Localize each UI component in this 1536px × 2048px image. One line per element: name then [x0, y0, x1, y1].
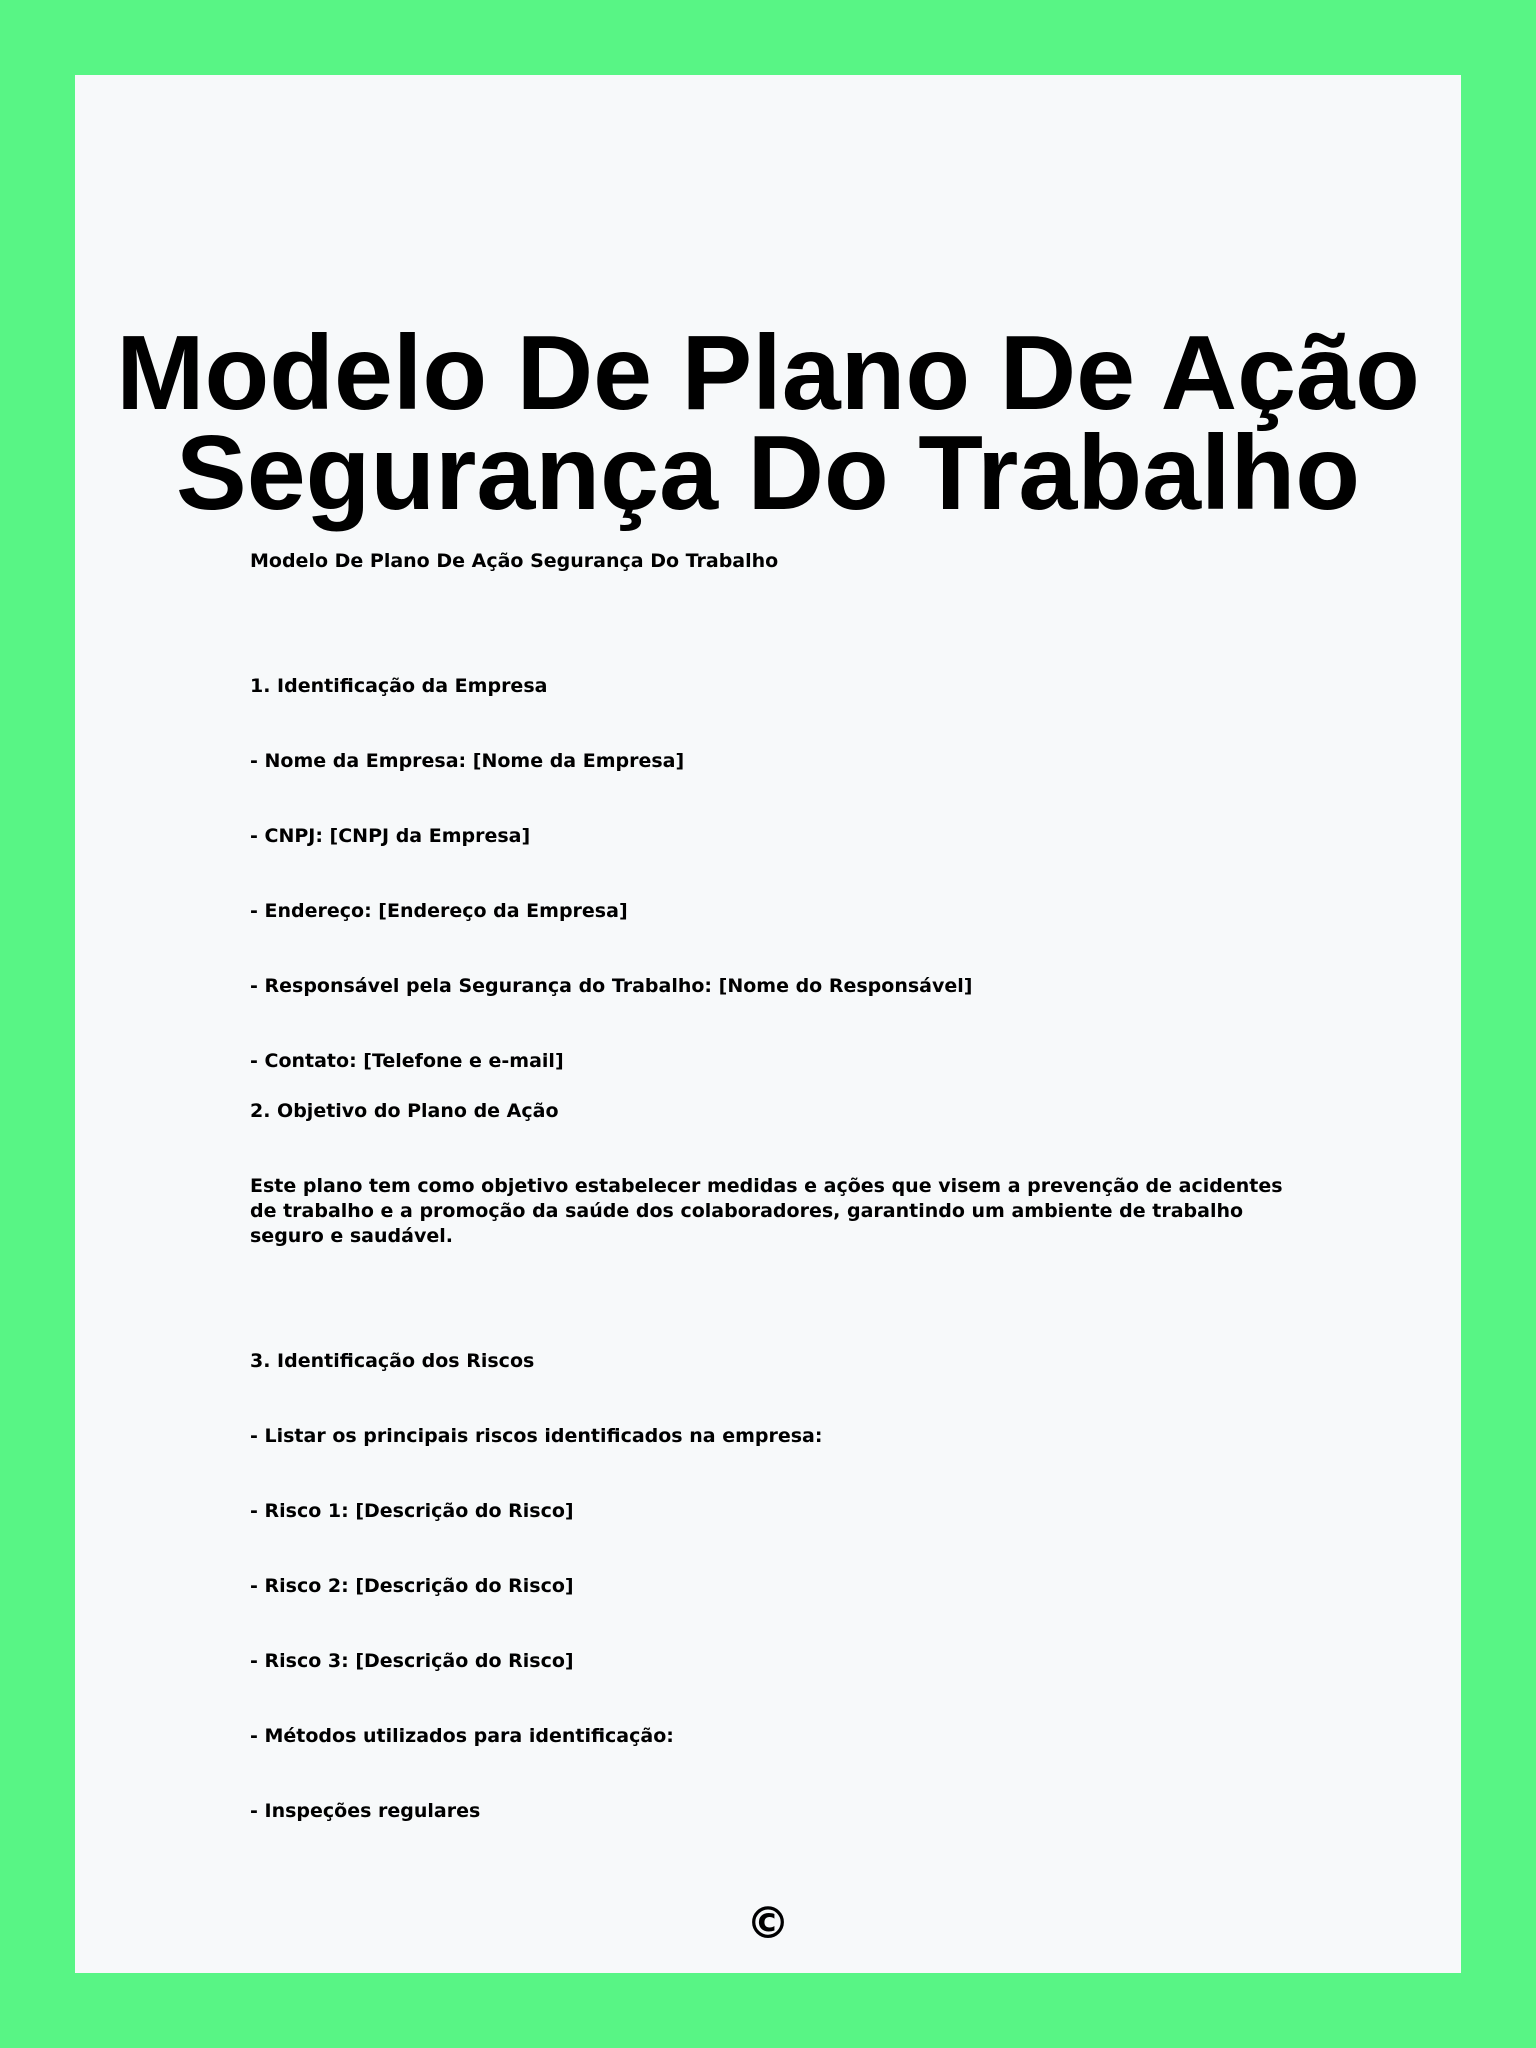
section-2-title: 2. Objetivo do Plano de Ação	[250, 1100, 559, 1122]
regular-inspections-item: - Inspeções regulares	[250, 1800, 481, 1822]
title-line-2: Segurança Do Trabalho	[176, 414, 1360, 532]
contact-item: - Contato: [Telefone e e-mail]	[250, 1050, 564, 1072]
risk-3-item: - Risco 3: [Descrição do Risco]	[250, 1650, 574, 1672]
company-address-item: - Endereço: [Endereço da Empresa]	[250, 900, 628, 922]
company-cnpj-item: - CNPJ: [CNPJ da Empresa]	[250, 825, 531, 847]
section-3-title: 3. Identificação dos Riscos	[250, 1350, 535, 1372]
company-name-item: - Nome da Empresa: [Nome da Empresa]	[250, 750, 685, 772]
title-line-1: Modelo De Plano De Ação	[116, 314, 1420, 432]
objective-paragraph: Este plano tem como objetivo estabelecer medidas e ações que visem a prevenção de acidentes de trabalho e a promoção da saúde dos colaboradores, garantindo um ambiente de trabalho seguro e saudável.	[250, 1175, 1283, 1247]
document-heading: Modelo De Plano De Ação Segurança Do Trabalho	[250, 550, 779, 572]
safety-responsible-item: - Responsável pela Segurança do Trabalho: [Nome do Responsável]	[250, 975, 973, 997]
risk-1-item: - Risco 1: [Descrição do Risco]	[250, 1500, 574, 1522]
document-page	[75, 75, 1461, 1973]
risk-2-item: - Risco 2: [Descrição do Risco]	[250, 1575, 574, 1597]
copyright-icon: ©	[746, 1898, 790, 1949]
identification-methods-item: - Métodos utilizados para identificação:	[250, 1725, 674, 1747]
document-title	[75, 314, 1461, 532]
risks-list-intro: - Listar os principais riscos identificados na empresa:	[250, 1425, 823, 1447]
section-1-title: 1. Identificação da Empresa	[250, 675, 548, 697]
